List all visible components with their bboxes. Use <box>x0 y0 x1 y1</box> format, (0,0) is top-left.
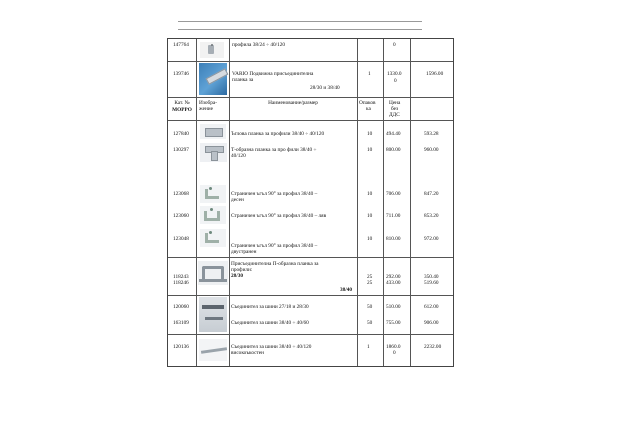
column-divider <box>383 39 384 366</box>
header-cat-brand: МОРРО <box>172 107 192 113</box>
price-no-vat: 711.00 <box>386 213 401 219</box>
product-name: профила 38/24 ÷ 40/120 <box>232 42 286 48</box>
pack-qty: 50 <box>367 304 373 310</box>
header-qty-cont: ка <box>366 106 371 112</box>
product-name: Страничен ъгъл 90° за профил 38/40 – ляв <box>231 213 327 219</box>
cat-number: 123048 <box>173 236 189 242</box>
cat-number: 130297 <box>173 147 189 153</box>
pack-qty: 10 <box>367 236 373 242</box>
price-with-vat: 853.20 <box>424 213 439 219</box>
row-divider <box>168 257 453 258</box>
row-divider <box>168 295 453 296</box>
product-name-line4: 38/40 <box>340 287 353 293</box>
vario-plate-icon <box>199 63 227 95</box>
price-with-vat: 2232.00 <box>424 344 442 350</box>
product-name-line3: 28/30 и 38/40 <box>310 85 340 91</box>
pack-qty-2: 25 <box>367 280 373 286</box>
price-with-vat: 1596.00 <box>426 71 444 77</box>
header-cat-number: Кат. № <box>174 100 190 106</box>
header-price: Цена <box>389 100 401 106</box>
cat-number: 163109 <box>173 320 189 326</box>
cat-number: 123068 <box>173 191 189 197</box>
t-plate-icon <box>200 143 227 162</box>
price-with-vat: 847.20 <box>424 191 439 197</box>
product-name-line2: 40/120 <box>231 153 246 159</box>
price-no-vat: 706.00 <box>386 191 401 197</box>
header-image-cont: жение <box>199 106 213 112</box>
pack-qty: 1 <box>368 71 371 77</box>
product-name: Ъглова планка за профили 38/40 ÷ 40/120 <box>231 131 325 137</box>
product-name-line3: 28/30 <box>231 273 244 279</box>
cat-number: 120136 <box>173 344 189 350</box>
product-name: Съединител за шини 27/18 и 28/30 <box>231 304 309 310</box>
cat-number: 120060 <box>173 304 189 310</box>
side-angle-right-icon <box>200 185 226 203</box>
row-divider <box>168 97 453 98</box>
row-divider <box>168 61 453 62</box>
product-name: Присъединителна П-образна планка за <box>231 261 319 267</box>
row-divider <box>168 334 453 335</box>
cat-number: 118243 <box>173 274 189 280</box>
price-with-vat: 906.00 <box>424 320 439 326</box>
price-with-vat: 593.28 <box>424 131 439 137</box>
column-divider <box>229 39 230 366</box>
header-rule-top <box>178 21 422 22</box>
product-name-line2: профили: <box>231 267 253 273</box>
product-name: Т-образна планка за про фили 38/40 ÷ <box>231 147 317 153</box>
price-with-vat: 612.00 <box>424 304 439 310</box>
cat-number: 127840 <box>173 131 189 137</box>
cat-number-2: 118246 <box>173 280 189 286</box>
price-with-vat: 350.40 <box>424 274 439 280</box>
price-with-vat-2: 519.60 <box>424 280 439 286</box>
cat-number: 123060 <box>173 213 189 219</box>
price-no-vat-cont: 0 <box>394 78 397 84</box>
price-no-vat: 1860.0 <box>386 344 401 350</box>
price-no-vat: 1330.0 <box>387 71 402 77</box>
product-name: Страничен ъгъл 90° за профил 38/40 – <box>231 191 318 197</box>
column-divider <box>357 39 358 366</box>
pack-qty: 1 <box>367 344 370 350</box>
column-divider <box>196 39 197 366</box>
pack-qty: 10 <box>367 131 373 137</box>
pack-qty: 10 <box>367 147 373 153</box>
product-name: Съединител за шини 38/40 ÷ 40/60 <box>231 320 309 326</box>
price-no-vat: 755.00 <box>386 320 401 326</box>
product-name-line2: двустранен <box>231 249 257 255</box>
header-price-cont: без <box>391 106 399 112</box>
price-no-vat: 494.40 <box>386 131 401 137</box>
price-no-vat: 800.00 <box>386 147 401 153</box>
price-table <box>167 38 454 367</box>
rail-connector-icon <box>199 297 227 332</box>
price-with-vat: 972.00 <box>424 236 439 242</box>
pack-qty: 25 <box>367 274 373 280</box>
side-angle-double-icon <box>200 229 226 247</box>
bracket-small-icon <box>200 42 224 58</box>
pack-qty: 50 <box>367 320 373 326</box>
price-with-vat: 960.00 <box>424 147 439 153</box>
corner-plate-icon <box>200 124 226 139</box>
cat-number: 139746 <box>173 71 189 77</box>
product-name: Съединител за шини 38/40 ÷ 40/120 <box>231 344 312 350</box>
product-name-line2: десен <box>231 197 244 203</box>
u-plate-icon <box>198 261 228 285</box>
column-divider <box>410 39 411 366</box>
price-no-vat-2: 433.00 <box>386 280 401 286</box>
header-qty: Опаков <box>359 100 376 106</box>
product-name-line2: високоъкостен <box>231 350 264 356</box>
header-name: Наименование/размер <box>268 100 318 106</box>
product-name: Страничен ъгъл 90° за профил 38/40 – <box>231 243 318 249</box>
header-rule-bottom <box>178 29 422 30</box>
row-divider <box>168 120 453 121</box>
pack-qty: 10 <box>367 213 373 219</box>
cat-number: 147764 <box>173 42 189 48</box>
header-price-cont2: ДДС <box>389 112 400 118</box>
price-no-vat: 810.00 <box>386 236 401 242</box>
price-no-vat: 510.00 <box>386 304 401 310</box>
side-angle-left-icon <box>200 206 226 224</box>
rail-connector-heavy-icon <box>199 339 227 361</box>
product-name: VARIO Подвижна присъединителна <box>232 71 314 77</box>
product-name-line2: планка за <box>232 77 254 83</box>
header-image: Изобра- <box>199 100 217 106</box>
price-no-vat-cont: 0 <box>393 350 396 356</box>
price-no-vat: 292.00 <box>386 274 401 280</box>
price-no-vat: 0 <box>393 42 396 48</box>
pack-qty: 10 <box>367 191 373 197</box>
